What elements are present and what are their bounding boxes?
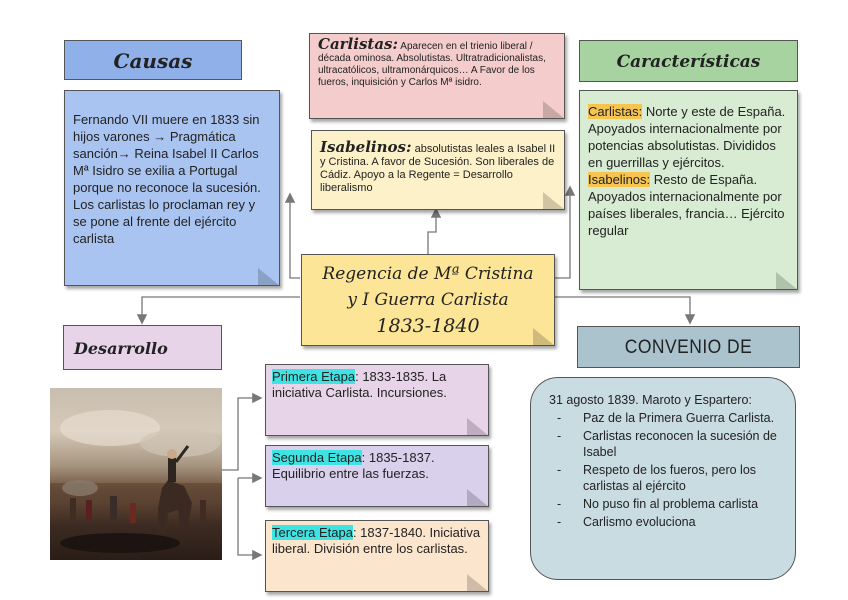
convenio-note bbox=[530, 377, 796, 580]
caracteristicas-title: Características bbox=[616, 52, 761, 72]
etapa-3-text: : 1837-1840. Iniciativa liberal. División entre los carlistas. bbox=[272, 525, 481, 556]
page-fold bbox=[467, 418, 489, 436]
causas-text: Fernando VII muere en 1833 sin hijos varones → Pragmática sanción→ Reina Isabel II Carlos Mª Isidro se exilia a Portugal porque no reconoce la sucesión. Los carlistas lo proclaman rey y se pone al frente del ejército carlista bbox=[73, 112, 261, 246]
page-fold bbox=[467, 574, 489, 592]
caracteristicas-note bbox=[579, 90, 798, 290]
convenio-list bbox=[549, 410, 785, 530]
convenio-item: - Respeto de los fueros, pero los carlistas al ejército bbox=[583, 462, 785, 494]
painting-figures bbox=[50, 388, 222, 560]
center-title-box bbox=[301, 254, 555, 346]
page-fold bbox=[533, 328, 555, 346]
caract-isabelinos-label: Isabelinos: bbox=[588, 172, 651, 187]
etapa-1-label: Primera Etapa bbox=[272, 369, 356, 384]
carlistas-label: Carlistas: bbox=[318, 35, 399, 53]
caract-carlistas-label: Carlistas: bbox=[588, 104, 643, 119]
center-line-2: y I Guerra Carlista bbox=[347, 290, 509, 310]
etapa-2-note bbox=[265, 445, 489, 507]
line-to-etapas bbox=[222, 398, 260, 470]
isabelinos-label: Isabelinos: bbox=[320, 138, 412, 156]
line-to-causas bbox=[290, 195, 300, 278]
line-up bbox=[428, 210, 436, 255]
convenio-title: CONVENIO DE bbox=[624, 337, 753, 358]
causas-note bbox=[64, 90, 280, 286]
page-fold bbox=[543, 192, 565, 210]
caract-carlistas-text: Norte y este de España. Apoyados internacionalmente por potencias absolutistas. Divididos en guerrillas y ejércitos. bbox=[588, 104, 786, 170]
etapa-3-label: Tercera Etapa bbox=[272, 525, 353, 540]
causas-title-box bbox=[64, 40, 242, 80]
page-fold bbox=[776, 272, 798, 290]
page-fold bbox=[467, 489, 489, 507]
center-line-1: Regencia de Mª Cristina bbox=[322, 264, 534, 284]
convenio-item: - Carlistas reconocen la sucesión de Isabel bbox=[583, 428, 785, 460]
line-right-branch bbox=[555, 297, 690, 322]
isabelinos-note bbox=[311, 130, 565, 210]
line-etapa3 bbox=[238, 478, 260, 555]
convenio-item: - No puso fin al problema carlista bbox=[583, 496, 785, 512]
center-line-3: 1833-1840 bbox=[376, 315, 480, 337]
causas-title: Causas bbox=[113, 49, 193, 73]
etapa-2-label: Segunda Etapa bbox=[272, 450, 362, 465]
carlistas-text: Aparecen en el trienio liberal / década ominosa. Absolutistas. Ultratradicionalistas, ultracatólicos, ultramonárquicos… A Favor de los fueros, inquisición y Carlos Mª isidro. bbox=[318, 41, 546, 88]
etapa-1-note bbox=[265, 364, 489, 436]
desarrollo-title-box bbox=[63, 325, 222, 370]
desarrollo-title: Desarrollo bbox=[74, 339, 168, 358]
page-fold bbox=[258, 268, 280, 286]
convenio-item: - Paz de la Primera Guerra Carlista. bbox=[583, 410, 785, 426]
etapa-3-note bbox=[265, 520, 489, 592]
etapa-2-text: : 1835-1837. Equilibrio entre las fuerzas. bbox=[272, 450, 435, 481]
convenio-item: - Carlismo evoluciona bbox=[583, 514, 785, 530]
line-left-branch bbox=[142, 297, 300, 322]
convenio-title-box bbox=[577, 326, 800, 368]
battle-painting bbox=[50, 388, 222, 560]
etapa-1-text: : 1833-1835. La iniciativa Carlista. Incursiones. bbox=[272, 369, 447, 400]
caract-isabelinos-text: Resto de España. Apoyados internacionalmente por países liberales, francia… Ejército regular bbox=[588, 172, 785, 238]
convenio-intro: 31 agosto 1839. Maroto y Espartero: bbox=[549, 393, 752, 407]
carlistas-note bbox=[309, 33, 565, 119]
caracteristicas-title-box bbox=[579, 40, 798, 82]
page-fold bbox=[543, 101, 565, 119]
isabelinos-text: absolutistas leales a Isabel II y Cristina. A favor de Sucesión. Son liberales de Cádiz. Apoyo a la Regente = Desarrollo liberalismo bbox=[320, 143, 556, 194]
